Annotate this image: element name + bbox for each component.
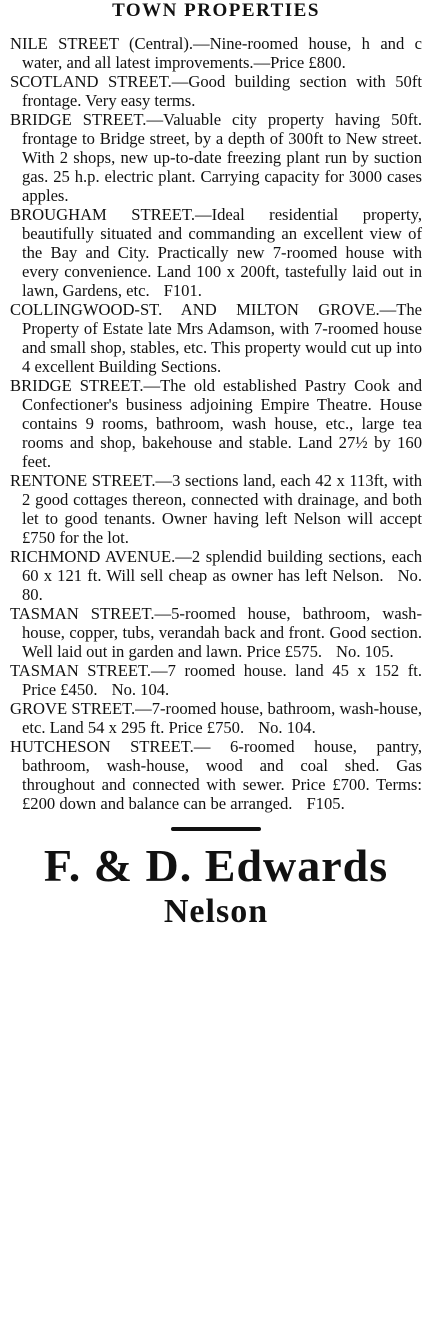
property-listing [10,110,422,205]
listings [10,34,422,813]
property-listing [10,661,422,699]
listing-text: BRIDGE STREET.—Valuable city property having 50ft. frontage to Bridge street, by a depth of 300ft to New street. With 2 shops, new up-to-date freezing plant run by suction gas. 25 h.p. electric plant. Carrying capacity for 3000 cases apples. [10,110,422,205]
property-listing [10,34,422,72]
listing-reference: F101. [163,281,202,300]
agent-firm-name: F. & D. Edwards [43,840,389,891]
listing-text: BROUGHAM STREET.—Ideal residential property, beautifully situated and commanding an excellent view of the Bay and City. Practically new 7-roomed house with every convenience. Land 100 x 200ft, tastefully laid out in lawn, Gardens, etc. [10,205,422,300]
listing-text: TASMAN STREET.—7 roomed house. land 45 x 152 ft. Price £450. [10,661,422,699]
property-listing [10,471,422,547]
listing-text: BRIDGE STREET.—The old established Pastry Cook and Confectioner's business adjoining Empire Theatre. House contains 9 rooms, bathroom, wash house, etc., large tea rooms and shop, bakehouse and stable. Land 27½ by 160 feet. [10,376,422,471]
listing-text: COLLINGWOOD-ST. AND MILTON GROVE.—The Property of Estate late Mrs Adamson, with 7-roomed house and small shop, stables, etc. This property would cut up into 4 excellent Building Sections. [10,300,422,376]
listing-text: NILE STREET (Central).—Nine-roomed house, h and c water, and all latest improvements.—Price £800. [10,34,422,72]
listing-reference: No. 104. [111,680,170,699]
property-listing [10,737,422,813]
property-listing [10,376,422,471]
listing-text: GROVE STREET.—7-roomed house, bathroom, wash-house, etc. Land 54 x 295 ft. Price £750. [10,699,422,737]
listing-text: RICHMOND AVENUE.—2 splendid building sections, each 60 x 121 ft. Will sell cheap as owner has left Nelson. [10,547,422,585]
property-listing [10,300,422,376]
property-listing [10,205,422,300]
listing-reference: F105. [306,794,345,813]
listing-text: RENTONE STREET.—3 sections land, each 42 x 113ft, with 2 good cottages thereon, connected with drainage, and both let to good tenants. Owner having left Nelson will accept £750 for the lot. [10,471,422,547]
property-listing [10,547,422,604]
listing-text: HUTCHESON STREET.— 6-roomed house, pantry, bathroom, wash-house, wood and coal shed. Gas throughout and connected with sewer. Price £700. Terms: £200 down and balance can be arranged. [10,737,422,813]
listing-text: TASMAN STREET.—5-roomed house, bathroom, wash-house, copper, tubs, verandah back and front. Good section. Well laid out in garden and lawn. Price £575. [10,604,422,661]
property-listing [10,699,422,737]
listing-reference: No. 80. [22,566,422,604]
section-heading: TOWN PROPERTIES [112,0,320,21]
property-listing [10,72,422,110]
listing-reference: No. 104. [258,718,316,737]
listing-text: SCOTLAND STREET.—Good building section with 50ft frontage. Very easy terms. [10,72,422,110]
divider-rule [171,827,261,831]
property-listing [10,604,422,661]
listing-reference: No. 105. [336,642,394,661]
agent-town: Nelson [163,893,269,930]
